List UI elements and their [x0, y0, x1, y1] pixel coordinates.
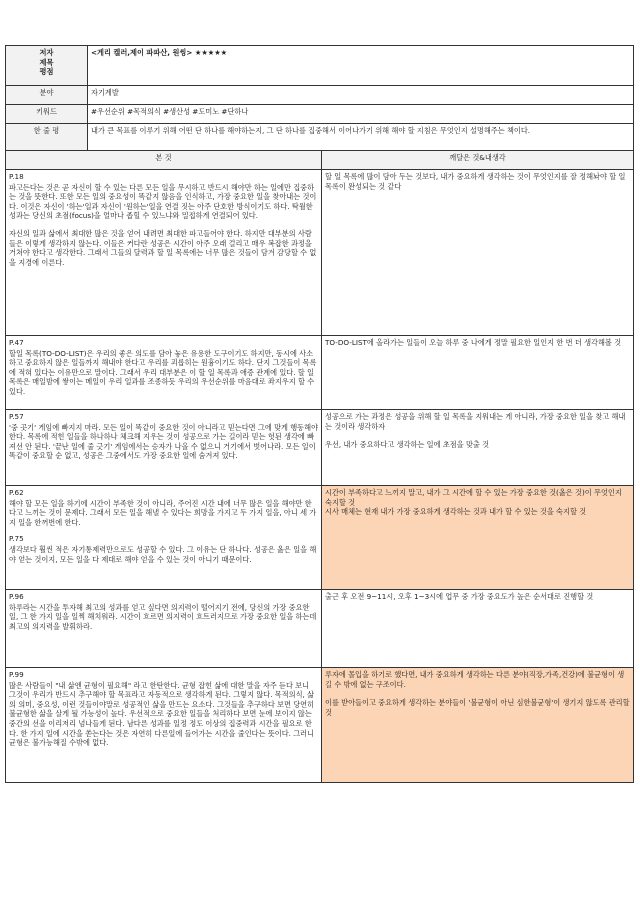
field-row: [6, 86, 634, 105]
seen-cell: [6, 336, 322, 410]
field-value: 자기계발: [88, 86, 634, 105]
quote-text: 파고든다는 것은 곧 자신이 할 수 있는 다른 모든 일을 무시하고 반드시 해야만 하는 일에만 집중하는 것을 뜻한다. 또한 모든 일의 중요성이 똑같지 않음을 인식하고, 가장 중요한 일을 찾아내는 것이다. 이것은 자신이 '하는'일과 자신이 '원하는'일을 연결 짓는 아주 단호한 방식이기도 하다. 탁월한 성과는 당신의 초점(focus)을 얼마나 좁힐 수 있느냐와 밀접하게 연결되어 있다.: [9, 182, 317, 221]
rating-label: 평점: [39, 67, 54, 77]
seen-cell: [6, 668, 322, 783]
quote-block: [9, 412, 318, 461]
note-text: TO-DO-LIST에 올라가는 일들이 오늘 하루 중 나에게 정말 필요한 일인지 한 번 더 생각해볼 것: [325, 338, 622, 347]
page-number: P.57: [9, 412, 24, 421]
entry-row: [6, 486, 634, 590]
book-title: <게리 켈러,제이 파파산, 원씽> ★★★★★: [88, 46, 634, 86]
quote-text: 자신의 일과 삶에서 최대한 많은 것을 얻어 내려면 최대한 파고들어야 한다. 하지만 대부분의 사람들은 이렇게 생각하지 않는다. 이들은 커다란 성공은 시간이 아주 오래 걸리고 매우 복잡한 과정을 거쳐야 한다고 생각한다. 그래서 그들의 달력과 할 일 목록에는 너무 많은 것들이 담겨 감당할 수 없을 지경에 이른다.: [9, 228, 317, 267]
note-text: 할 일 목록에 많이 담아 두는 것보다, 내가 중요하게 생각하는 것이 무엇인지를 잘 정해놔야 할 일 목록이 완성되는 것 같다: [325, 172, 626, 191]
realized-cell: [322, 486, 634, 590]
column-header-row: [6, 151, 634, 170]
summary-row: [6, 124, 634, 151]
keyword-row: [6, 105, 634, 124]
entry-row: [6, 170, 634, 336]
quote-block: [9, 592, 318, 631]
seen-cell: [6, 486, 322, 590]
title-label: 제목: [39, 57, 54, 67]
entry-row: [6, 590, 634, 668]
realized-cell: [322, 170, 634, 336]
note-text: 우선, 내가 중요하다고 생각하는 일에 초점을 맞출 것: [325, 440, 490, 450]
realized-column-header: 깨달은 것&내생각: [322, 151, 634, 170]
note-text: 시간이 부족하다고 느끼지 말고, 내가 그 시간에 할 수 있는 가장 중요한 것(옳은 것)이 무엇인지 숙지할 것 시사 매체는 현재 내가 가장 중요하게 생각하는 것과 내가 할 수 있는 것을 숙지할 것: [325, 488, 622, 517]
summary-label: 한 줄 평: [6, 124, 88, 151]
quote-block: [9, 172, 318, 267]
quote-text: 생각보다 훨씬 적은 자기통제력만으로도 성공할 수 있다. 그 이유는 단 하나다. 성공은 옳은 일을 해야 얻는 것이지, 모든 일을 다 제대로 해야 얻을 수 있는 것이 아니기 때문이다.: [9, 544, 317, 564]
quote-text: 해야 할 모든 일을 하기에 시간이 부족한 것이 아니라, 주어진 시간 내에 너무 많은 일을 해야만 한다고 느끼는 것이 문제다. 그래서 모든 일을 해낼 수 있다는 희망을 가지고 두 가지 일을, 아니 세 가지 일을 한꺼번에 한다.: [9, 498, 317, 527]
quote-text: 할일 목록(TO-DO-LIST)은 우리의 좋은 의도를 담아 놓은 유용한 도구이기도 하지만, 동시에 사소하고 중요하지 않은 일들까지 해내야 한다고 우리를 괴롭히는 원흉이기도 하다. 단지 그것들이 목록에 적혀 있다는 이유만으로 말이다. 그래서 우리 대부분은 이 할 일 목록과 애증 관계에 있다. 할 일 목록은 매일밤에 쌓이는 메일이 우리 일과를 조종하듯 우리의 우선순위를 마음대로 좌지우지 할 수 있다.: [9, 348, 317, 396]
page-number: P.62: [9, 488, 24, 497]
note-text: 성공으로 가는 과정은 성공을 위해 할 일 목록을 지워내는 게 아니라, 가장 중요한 일을 찾고 해내는 것이라 생각하자: [325, 412, 626, 431]
entry-row: [6, 336, 634, 410]
realized-cell: [322, 590, 634, 668]
note-text: 루자에 몰입을 하기로 했다면, 내가 중요하게 생각하는 다른 분야(직장,가족,건강)에 불균형이 생길 수 밖에 없는 구조이다.: [325, 670, 625, 689]
title-row: [6, 46, 634, 86]
seen-cell: [6, 410, 322, 486]
seen-column-header: 본 것: [6, 151, 322, 170]
quote-block: [9, 670, 318, 748]
quote-block: [9, 488, 318, 527]
page-number: P.18: [9, 172, 24, 181]
keyword-value: #우선순위 #목적의식 #생산성 #도미노 #단하나: [88, 105, 634, 124]
summary-value: 내가 큰 목표를 이루기 위해 어떤 단 하나를 해야하는지, 그 단 하나를 집중해서 이어나가기 위해 해야 할 지침은 무엇인지 설명해주는 책이다.: [88, 124, 634, 151]
page-number: P.99: [9, 670, 24, 679]
keyword-label: 키워드: [6, 105, 88, 124]
note-text: 이를 받아들이고 중요하게 생각하는 분야들이 '불균형이 아닌 심한불균형'이 생기지 않도록 관리할 것: [325, 698, 630, 717]
realized-cell: [322, 410, 634, 486]
realized-cell: [322, 336, 634, 410]
entry-row: [6, 410, 634, 486]
quote-block: [9, 338, 318, 397]
realized-cell: [322, 668, 634, 783]
author-label: 저자: [39, 48, 54, 57]
page-number: P.47: [9, 338, 24, 347]
page-number: P.96: [9, 592, 24, 601]
quote-text: '중 곳기' 게임에 빠지지 마라. 모든 일이 똑같이 중요한 것이 아니라고 믿는다면 그에 맞게 행동해야 한다. 목록에 적힌 일들을 하나하나 체크해 지우는 것이 성공으로 가는 길이라 믿는 헛된 생각에 빠져선 안 된다. '끝난 일에 줄 긋기' 게임에서는 승자가 나올 수 없으니 거기에서 벗어나라. 모든 일이 똑같이 중요할 순 없고, 성공은 그중에서도 가장 중요한 일에 숨겨져 있다.: [9, 422, 319, 461]
author-title-rating-label: [6, 46, 88, 86]
note-text: 출근 후 오전 9~11시, 오후 1~3시에 업무 중 가장 중요도가 높은 순서대로 진행할 것: [325, 592, 594, 601]
page-number: P.75: [9, 534, 24, 544]
entries-body: [6, 170, 634, 783]
quote-text: 많은 사람들이 "내 삶엔 균형이 필요해" 라고 한탄한다. 균형 잡힌 삶에 대한 말을 자주 듣다 보니 그것이 우리가 반드시 추구해야 할 목표라고 자동적으로 생각하게 된다. 그렇지 않다. 목적의식, 삶의 의미, 중요성, 이런 것들이야말로 성공적인 삶을 만드는 요소다. 그것들을 추구하다 보면 당연히 불균형한 삶을 살게 될 가능성이 높다. 우선적으로 중요한 일들을 처리하다 보면 눈에 보이지 않는 중간의 선을 이리저리 넘나들게 된다. 남다른 성과를 일정 정도 이상의 집중력과 시간을 필요로 한다. 한 가지 일에 시간을 쏟는다는 것은 자연히 다른일에 들어가는 시간을 줄인다는 뜻이다. 그러니 균형은 불가능해질 수밖에 없다.: [9, 680, 315, 748]
entry-row: [6, 668, 634, 783]
seen-cell: [6, 590, 322, 668]
seen-cell: [6, 170, 322, 336]
quote-block: [9, 534, 318, 564]
book-review-table: [5, 45, 634, 783]
field-label: 분야: [6, 86, 88, 105]
quote-text: 하루라는 시간을 투자해 최고의 성과를 얻고 싶다면 의지력이 떨어지기 전에, 당신의 가장 중요한 일, 그 한 가지 일을 일찍 해치워라. 시간이 흐르면 의지력이 흐트러지므로 가장 중요한 일을 하는데 최고의 의지력을 발휘하라.: [9, 602, 317, 631]
